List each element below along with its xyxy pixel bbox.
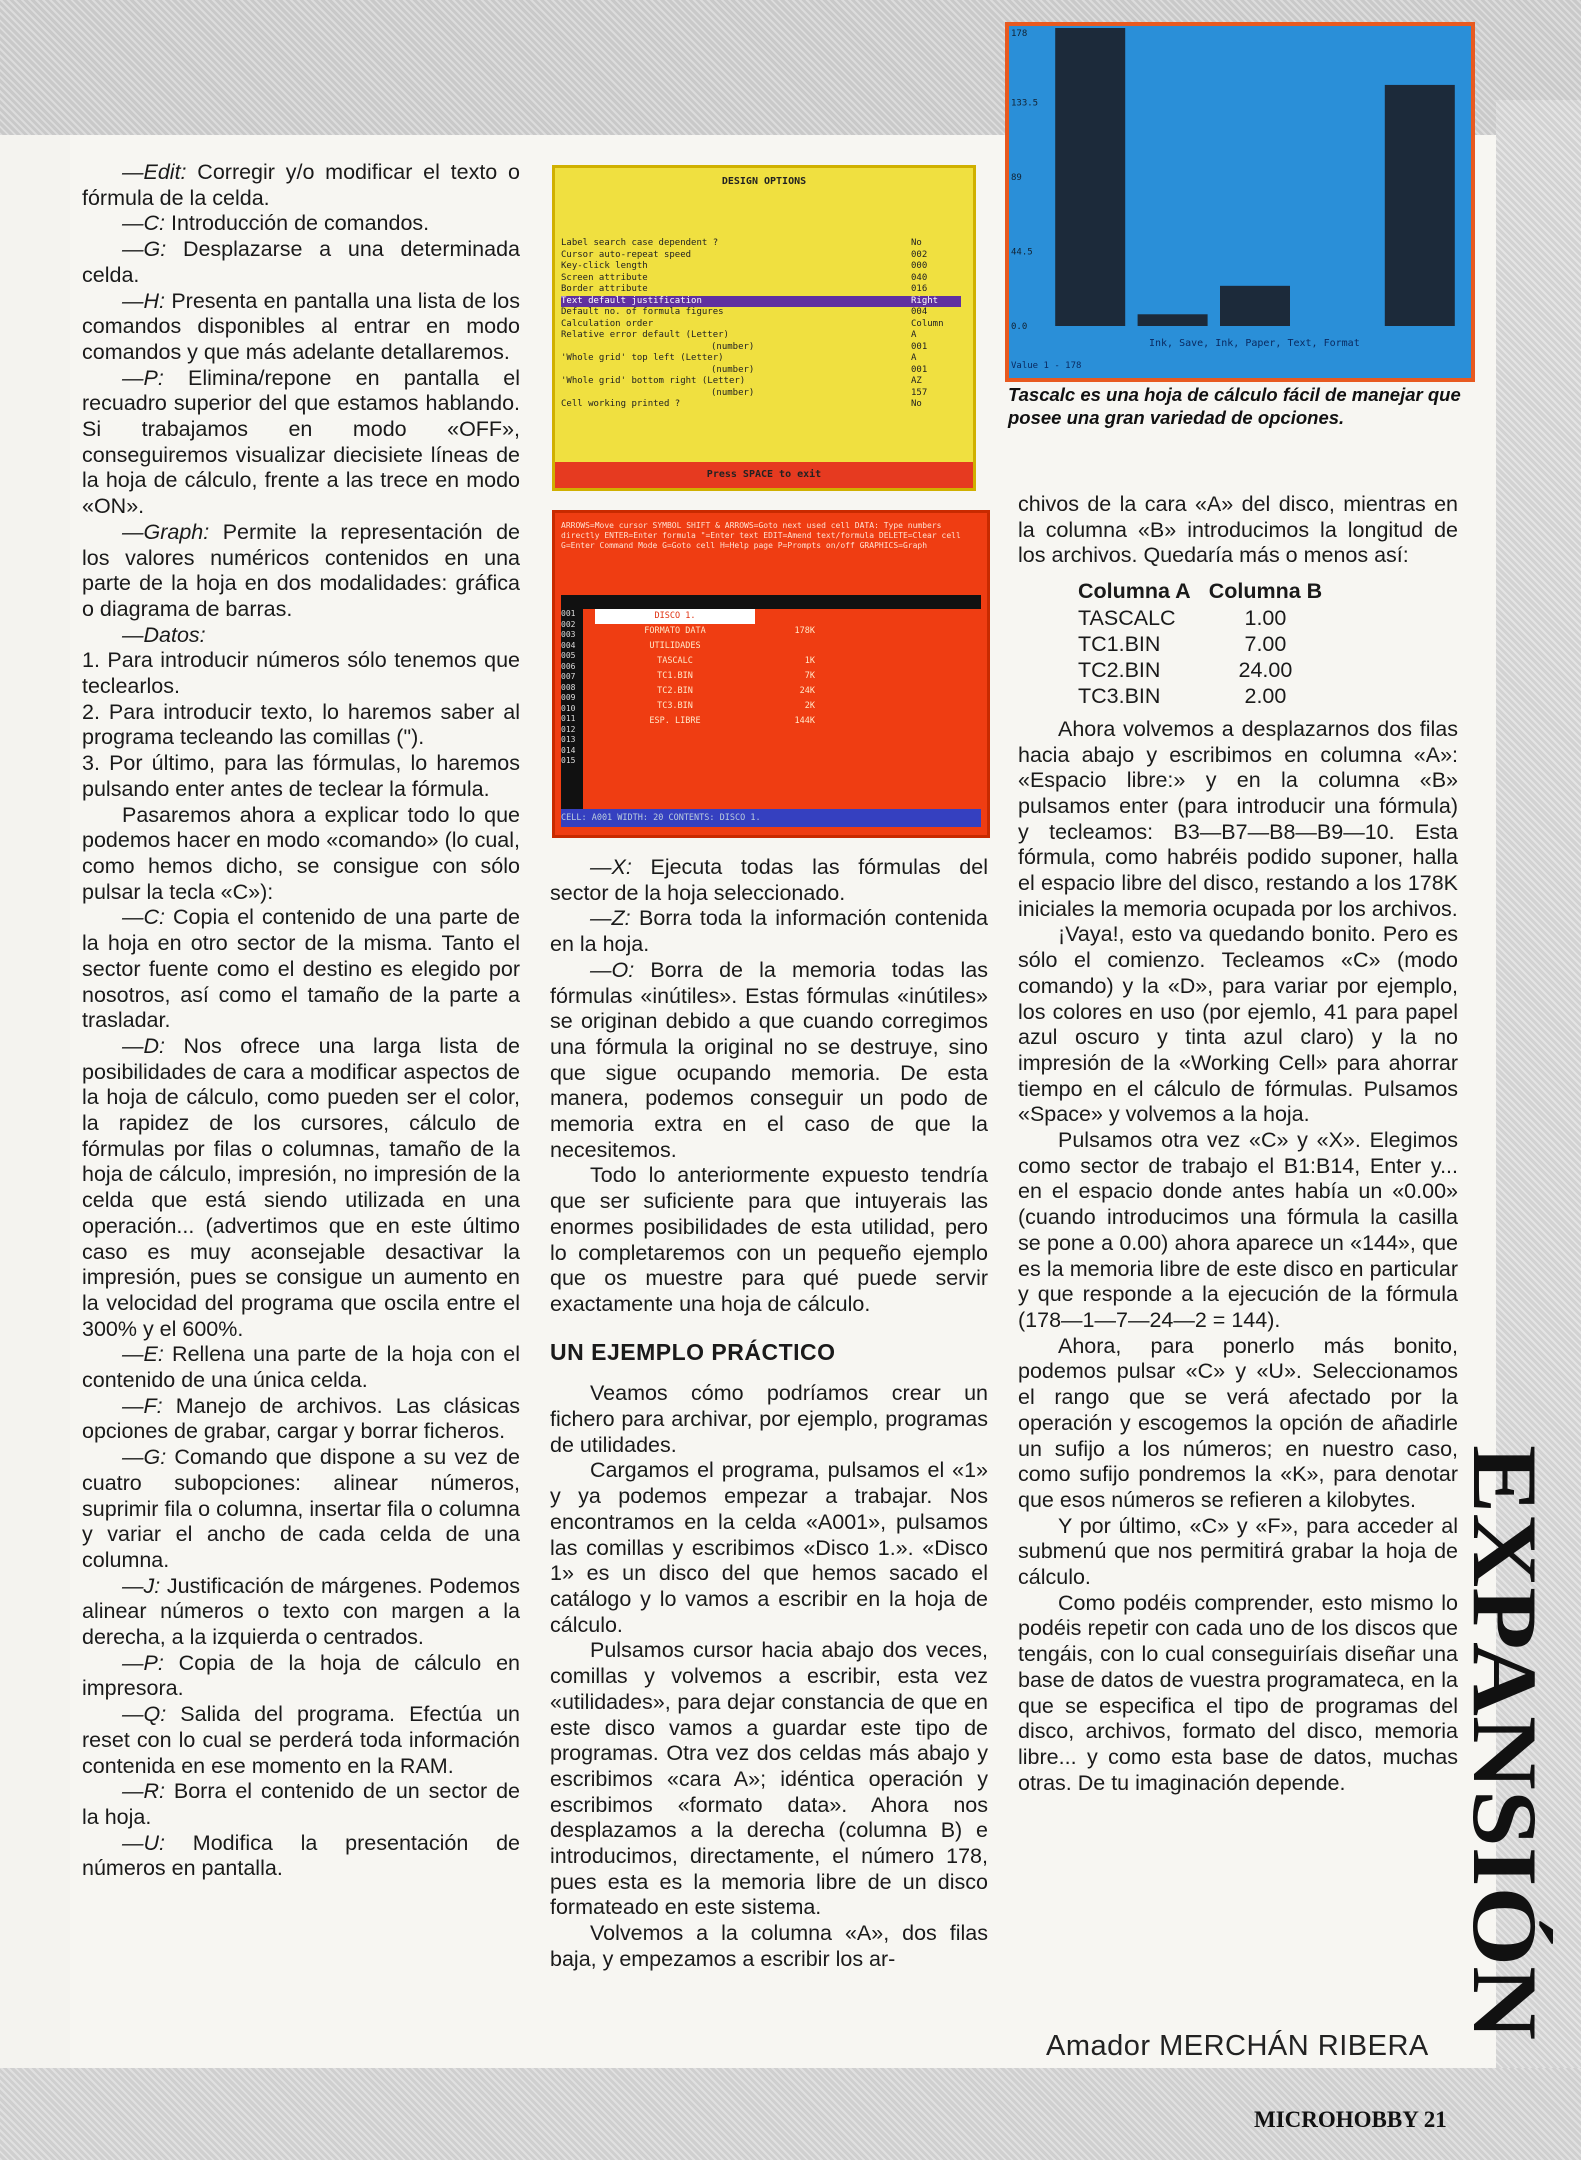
- row-number: 012: [561, 724, 576, 734]
- design-option-row: [561, 273, 961, 285]
- row-number: 001: [561, 609, 576, 618]
- design-option-label: 'Whole grid' bottom right (Letter): [561, 376, 746, 386]
- design-option-label: Border attribute: [561, 284, 648, 294]
- cell-b: 178K: [794, 626, 815, 636]
- cell-b: [755, 639, 815, 654]
- paragraph: Pulsamos otra vez «C» y «X». Elegimos como sector de trabajo el B1:B14, Enter y... en el espacio donde antes había un «0.00» (cuando introducimos una fórmula la casilla se pone a 0.00) ahora aparece un «144», que es la memoria libre de este disco en particular y que responde a la ejecución de la fórmula (178—1—7—24—2 = 144).: [1018, 1128, 1458, 1332]
- spreadsheet-row: [595, 624, 975, 639]
- paragraph: [82, 160, 520, 211]
- cell-a: TC2.BIN: [657, 686, 693, 696]
- y-tick-label: 178: [1011, 29, 1028, 39]
- design-option-label: 'Whole grid' top left (Letter): [561, 353, 724, 363]
- y-tick-label: 89: [1011, 173, 1022, 183]
- paragraph: ¡Vaya!, esto va quedando bonito. Pero es sólo el comienzo. Tecleamos «C» (modo comando) y la «D», para variar por ejemplo, los colores en uso (por ejemlo, 41 para papel azul oscuro y tinta azul claro) y la no impresión de la «Working Cell» para ahorrar tiempo en el cálculo de fórmulas. Pulsamos «Space» y volvemos a la hoja.: [1018, 922, 1458, 1127]
- cell-b: 7K: [804, 671, 815, 681]
- command-key: —Q:: [122, 1702, 167, 1727]
- row-number: 007: [561, 672, 576, 681]
- paragraph-text: Borra toda la información contenida en la hoja.: [550, 906, 988, 957]
- bar: [1138, 314, 1208, 326]
- paragraph-text: Introducción de comandos.: [165, 211, 430, 236]
- y-tick-label: 0.0: [1011, 322, 1028, 332]
- paragraph: [82, 1574, 520, 1651]
- magazine-footer: MICROHOBBY 21: [1254, 2107, 1447, 2132]
- spreadsheet-row: [595, 654, 975, 669]
- design-option-row: [561, 238, 961, 250]
- chart-caption: Tascalc es una hoja de cálculo fácil de manejar que posee una gran variedad de opciones.: [1008, 384, 1461, 428]
- file-table: [1078, 579, 1340, 709]
- paragraph: [550, 958, 988, 1164]
- design-option-row: [561, 330, 961, 342]
- paragraph-text: Borra de la memoria todas las fórmulas «inútiles». Estas fórmulas «inútiles» se originan debido a que cuando corregimos una fórmula la original no se destruye, sino que sigue ocupando memoria. De esta manera, podemos conseguir un podo de memoria extra en el caso de que la necesitemos.: [550, 957, 988, 1162]
- command-key: —O:: [590, 957, 635, 982]
- design-option-row: [561, 319, 961, 331]
- design-option-value: 002: [911, 249, 928, 260]
- design-option-value: No: [911, 238, 922, 248]
- design-option-label: Text default justification: [561, 295, 702, 306]
- file-table-row: [1078, 605, 1340, 631]
- paragraph-text: Manejo de archivos. Las clásicas opciones de grabar, cargar y borrar ficheros.: [82, 1393, 520, 1444]
- command-key: —X:: [590, 855, 632, 879]
- design-option-value: 157: [911, 387, 928, 398]
- design-option-value: 040: [911, 272, 928, 283]
- design-options-footer: Press SPACE to exit: [555, 462, 973, 488]
- design-option-label: (number): [711, 364, 755, 375]
- y-tick-label: 133.5: [1011, 98, 1039, 109]
- row-number: 013: [561, 735, 576, 744]
- paragraph: [550, 1163, 988, 1317]
- design-option-value: No: [911, 399, 922, 409]
- bar: [1220, 286, 1290, 326]
- paragraph: [82, 751, 520, 802]
- design-option-row: [561, 284, 961, 296]
- cell-b: 24K: [799, 686, 815, 696]
- paragraph-text: Comando que dispone a su vez de cuatro subopciones: alinear números, suprimir fila o columna, insertar fila o columna y variar el ancho de cada celda de una columna.: [82, 1445, 520, 1572]
- design-option-label: Screen attribute: [561, 272, 648, 283]
- paragraph: Volvemos a la columna «A», dos filas baja, y empezamos a escribir los ar-: [550, 1921, 988, 1971]
- paragraph: Como podéis comprender, esto mismo lo podéis repetir con cada uno de los discos que tengáis, con lo cual conseguiríais diseñar una base de datos de vuestra programateca, en la que se especifica el tipo de programas del disco, archivos, formato del disco, memoria libre... y como esta base de datos, muchas otras. De tu imaginación depende.: [1018, 1590, 1458, 1795]
- paragraph: Veamos cómo podríamos crear un fichero para archivar, por ejemplo, programas de utilidades.: [550, 1381, 988, 1457]
- paragraph-text: 1. Para introducir números sólo tenemos que teclearlos.: [82, 648, 520, 699]
- row-number: 006: [561, 661, 576, 671]
- command-key: —F:: [122, 1393, 163, 1418]
- paragraph: [82, 211, 520, 237]
- spreadsheet-status-bar: CELL: A001 WIDTH: 20 CONTENTS: DISCO 1.: [561, 809, 981, 827]
- cell-a: FORMATO DATA: [644, 626, 706, 636]
- row-number: 004: [561, 640, 576, 650]
- row-number: 010: [561, 703, 576, 713]
- paragraph: [82, 1342, 520, 1393]
- design-option-value: 016: [911, 284, 928, 294]
- design-option-row: [561, 353, 961, 365]
- command-key: —Datos:: [122, 622, 206, 647]
- paragraph: [82, 700, 520, 751]
- command-key: —J:: [122, 1573, 161, 1598]
- command-key: —Z:: [590, 906, 631, 931]
- command-key: —G:: [122, 1445, 167, 1470]
- cell-a: TC1.BIN: [657, 671, 693, 681]
- cell-b: 2K: [804, 701, 815, 711]
- spreadsheet-column-header: [561, 595, 981, 609]
- paragraph-text: Borra el contenido de un sector de la hoja.: [82, 1779, 520, 1829]
- design-option-value: 001: [911, 341, 928, 352]
- command-key: —H:: [122, 288, 165, 313]
- paragraph: [82, 1831, 520, 1882]
- paragraph-text: Pasaremos ahora a explicar todo lo que podemos hacer en modo «comando» (lo cual, como hemos dicho, se consigue con sólo pulsar la tecla «C»):: [82, 802, 520, 904]
- paragraph: [82, 905, 520, 1034]
- bar: [1055, 28, 1125, 326]
- design-option-row: [561, 261, 961, 273]
- paragraph: [82, 1779, 520, 1830]
- design-option-row: [561, 388, 961, 400]
- design-option-row: [561, 365, 961, 377]
- command-key: —P:: [122, 1650, 164, 1675]
- paragraph-text: Copia de la hoja de cálculo en impresora.: [82, 1650, 520, 1701]
- paragraph: [82, 1034, 520, 1342]
- design-option-value: 004: [911, 307, 928, 317]
- row-number: 011: [561, 714, 576, 723]
- paragraph-text: Todo lo anteriormente expuesto tendría que ser suficiente para que intuyerais las enormes posibilidades de esta utilidad, pero lo completaremos con un pequeño ejemplo que os muestre para qué puede servir exactamente una hoja de cálculo.: [550, 1163, 988, 1316]
- design-option-row: [561, 296, 961, 308]
- file-table-cell: 2.00: [1244, 683, 1287, 708]
- spreadsheet-cells: [595, 609, 975, 729]
- file-table-column-header: Columna A: [1078, 579, 1191, 604]
- bar-chart-screenshot: [1005, 22, 1475, 382]
- paragraph: [82, 803, 520, 906]
- paragraph: [82, 1702, 520, 1779]
- paragraph: [82, 1651, 520, 1702]
- author-name: Amador MERCHÁN RIBERA: [1046, 2030, 1429, 2062]
- design-option-label: (number): [711, 387, 755, 398]
- paragraph-text: Justificación de márgenes. Podemos alinear números o texto con margen a la derecha, a la izquierda o centrados.: [82, 1573, 520, 1650]
- spreadsheet-row: [595, 639, 975, 654]
- paragraph: [82, 648, 520, 699]
- command-key: —Graph:: [122, 519, 210, 544]
- cell-a: DISCO 1.: [595, 609, 755, 624]
- paragraph-text: Ejecuta todas las fórmulas del sector de la hoja seleccionado.: [550, 855, 988, 905]
- design-option-label: Key-click length: [561, 261, 648, 271]
- design-option-label: Calculation order: [561, 318, 654, 329]
- paragraph: [82, 1394, 520, 1445]
- paragraph: [82, 520, 520, 623]
- cell-a: UTILIDADES: [649, 641, 701, 651]
- file-table-column-header: Columna B: [1208, 579, 1323, 604]
- paragraph-text: Desplazarse a una determinada celda.: [82, 237, 520, 287]
- paragraph: [82, 289, 520, 366]
- y-tick-label: 44.5: [1011, 247, 1033, 258]
- design-options-screenshot: [552, 165, 976, 491]
- design-options-title: DESIGN OPTIONS: [555, 168, 973, 196]
- row-number: 014: [561, 745, 576, 755]
- bar-chart-svg: [1009, 26, 1471, 378]
- design-option-row: [561, 342, 961, 354]
- command-key: —Edit:: [122, 160, 187, 184]
- spreadsheet-row: [595, 669, 975, 684]
- row-number: 002: [561, 619, 576, 629]
- design-option-label: Cursor auto-repeat speed: [561, 249, 692, 260]
- section-heading: UN EJEMPLO PRÁCTICO: [550, 1338, 836, 1365]
- command-key: —R:: [122, 1779, 165, 1804]
- bar: [1385, 85, 1455, 326]
- command-key: —P:: [122, 365, 164, 390]
- paragraph: Ahora, para ponerlo más bonito, podemos pulsar «C» y «U». Seleccionamos el rango que se verá afectado por la operación y escogemos la opción de añadirle un sufijo a los números; en nuestro caso, como sufijo pondremos la «K», para denotar que esos números se refieren a kilobytes.: [1018, 1333, 1458, 1512]
- row-number: 003: [561, 630, 576, 639]
- paragraph: [550, 906, 988, 957]
- design-option-value: 001: [911, 364, 928, 375]
- command-key: —D:: [122, 1033, 165, 1058]
- cell-a: TASCALC: [657, 656, 693, 666]
- spreadsheet-help-text: ARROWS=Move cursor SYMBOL SHIFT & ARROWS=Goto next used cell DATA: Type numbers directly ENTER=Enter formula "=Enter text EDIT=Amend text/formula DELETE=Clear cell G=Enter Command Mode G=Goto cell H=Help page P=Prompts on/off GRAPHICS=Graph: [561, 521, 961, 550]
- paragraph: [82, 366, 520, 520]
- design-option-label: Default no. of formula figures: [561, 307, 724, 317]
- file-table-row: [1078, 657, 1340, 683]
- paragraph: chivos de la cara «A» del disco, mientras en la columna «B» introducimos la longitud de los archivos. Quedaría más o menos así:: [1018, 492, 1458, 568]
- design-option-label: Label search case dependent ?: [561, 238, 719, 248]
- command-key: —C:: [122, 905, 165, 930]
- paragraph-text: Nos ofrece una larga lista de posibilidades de cara a modificar aspectos de la hoja de cálculo, como pueden ser el color, la rapidez de los cursores, cálculo de fórmulas por filas o columnas, tamaño de la hoja de cálculo, impresión, no impresión de la celda que está siendo utilizada en una operación... (advertimos que en este último caso es muy aconsejable desactivar la impresión, pues se consigue un aumento en la velocidad del programa que oscila entre el 300% y el 600%.: [82, 1033, 520, 1341]
- paragraph: [82, 623, 520, 649]
- spreadsheet-row: [595, 609, 975, 624]
- file-table-cell: 1.00: [1244, 605, 1287, 630]
- file-table-header: [1078, 579, 1340, 605]
- design-option-row: [561, 250, 961, 262]
- paragraph-text: Salida del programa. Efectúa un reset con lo cual se perderá toda información contenida en ese momento en la RAM.: [82, 1702, 520, 1778]
- design-option-value: 000: [911, 261, 928, 271]
- cell-a: ESP. LIBRE: [649, 716, 701, 726]
- paragraph: Cargamos el programa, pulsamos el «1» y ya podemos empezar a trabajar. Nos encontramos en la celda «A001», pulsamos las comillas y escribimos «Disco 1.». «Disco 1» es un disco del que hemos sacado el catálogo y lo vamos a escribir en la hoja de cálculo.: [550, 1458, 988, 1637]
- cell-b: 144K: [794, 716, 815, 726]
- paragraph: Y por último, «C» y «F», para acceder al submenú que nos permitirá grabar la hoja de cálculo.: [1018, 1513, 1458, 1590]
- paragraph: Ahora volvemos a desplazarnos dos filas hacia abajo y escribimos en columna «A»: «Espacio libre:» y en la columna «B» pulsamos enter (para introducir una fórmula) y tecleamos: B3—B7—B8—B9—10. Esta fórmula, como habréis podido suponer, halla el espacio libre del disco, restando a los 178K iniciales la memoria ocupada por los archivos.: [1018, 716, 1458, 921]
- paragraph-text: Copia el contenido de una parte de la hoja en otro sector de la misma. Tanto el sector fuente como el destino es elegido por nosotros, así como el tamaño de la parte a trasladar.: [82, 905, 520, 1033]
- design-option-value: Right: [911, 295, 939, 306]
- paragraph-text: Permite la representación de los valores numéricos contenidos en una parte de la hoja en dos modalidades: gráfica o diagrama de barras.: [82, 519, 520, 621]
- design-option-row: [561, 399, 961, 411]
- file-table-cell: TC3.BIN: [1078, 683, 1161, 708]
- paragraph-text: Elimina/repone en pantalla el recuadro superior del que estamos hablando. Si trabajamos en modo «OFF», conseguiremos visualizar diecisiete líneas de la hoja de cálculo, frente a las trece en modo «ON».: [82, 365, 520, 519]
- paragraph: [82, 1445, 520, 1574]
- design-options-list: [561, 238, 961, 411]
- file-table-cell: TC2.BIN: [1078, 657, 1161, 682]
- spreadsheet-row: [595, 684, 975, 699]
- design-option-row: [561, 307, 961, 319]
- command-key: —G:: [122, 237, 167, 262]
- paragraph-text: Modifica la presentación de números en pantalla.: [82, 1830, 520, 1881]
- command-key: —C:: [122, 211, 165, 236]
- paragraph-text: 3. Por último, para las fórmulas, lo haremos pulsando enter antes de teclear la fórmula.: [82, 751, 520, 801]
- design-option-value: A: [911, 330, 917, 340]
- design-option-value: AZ: [911, 376, 922, 386]
- row-number: 015: [561, 756, 576, 765]
- section-title-text: EXPANSIÓN: [1454, 1445, 1556, 1981]
- section-title-expansion: [1454, 1445, 1556, 2045]
- design-option-value: Column: [911, 318, 944, 329]
- file-table-row: [1078, 683, 1340, 709]
- spreadsheet-screenshot: [552, 510, 990, 838]
- command-key: —E:: [122, 1342, 164, 1367]
- row-number: 005: [561, 651, 576, 660]
- spreadsheet-row: [595, 714, 975, 729]
- paragraph: [82, 237, 520, 288]
- file-table-cell: 24.00: [1238, 657, 1293, 682]
- column-1: [82, 160, 520, 1882]
- spreadsheet-row-numbers: [561, 609, 583, 809]
- cell-b: [755, 609, 815, 624]
- design-option-value: A: [911, 353, 917, 363]
- file-table-cell: TC1.BIN: [1078, 631, 1161, 656]
- design-option-row: [561, 376, 961, 388]
- design-option-label: Cell working printed ?: [561, 399, 681, 409]
- command-key: —U:: [122, 1830, 165, 1855]
- row-number: 008: [561, 682, 576, 692]
- design-option-label: Relative error default (Letter): [561, 330, 729, 340]
- paragraph: Pulsamos cursor hacia abajo dos veces, comillas y volvemos a escribir, esta vez «utilidades», para dejar constancia de que en este disco vamos a guardar este tipo de programas. Otra vez dos celdas más abajo y escribimos «cara A»; idéntica operación y escribimos «formato data». Ahora nos desplazamos a la derecha (columna B) e introducimos, directamente, el número 178, pues esta es la memoria libre de un disco formateado en este sistema.: [550, 1638, 988, 1920]
- paragraph-text: 2. Para introducir texto, lo haremos saber al programa tecleando las comillas (").: [82, 699, 520, 750]
- chart-status-text: Value 1 - 178: [1011, 361, 1082, 371]
- file-table-cell: 7.00: [1244, 631, 1287, 656]
- paragraph-text: Corregir y/o modificar el texto o fórmula de la celda.: [82, 160, 520, 210]
- paragraph-text: Presenta en pantalla una lista de los comandos disponibles al entrar en modo comandos y que más adelante detallaremos.: [82, 288, 520, 364]
- file-table-cell: TASCALC: [1078, 605, 1176, 630]
- paragraph-text: Rellena una parte de la hoja con el contenido de una única celda.: [82, 1342, 520, 1393]
- file-table-row: [1078, 631, 1340, 657]
- cell-b: 1K: [804, 656, 815, 666]
- spreadsheet-row: [595, 699, 975, 714]
- design-option-label: (number): [711, 341, 755, 352]
- column-2: [550, 855, 988, 1973]
- row-number: 009: [561, 693, 576, 702]
- column-3: [1018, 492, 1458, 1796]
- cell-a: TC3.BIN: [657, 701, 693, 711]
- chart-menu-text: Ink, Save, Ink, Paper, Text, Format: [1149, 338, 1360, 349]
- paragraph: [550, 855, 988, 906]
